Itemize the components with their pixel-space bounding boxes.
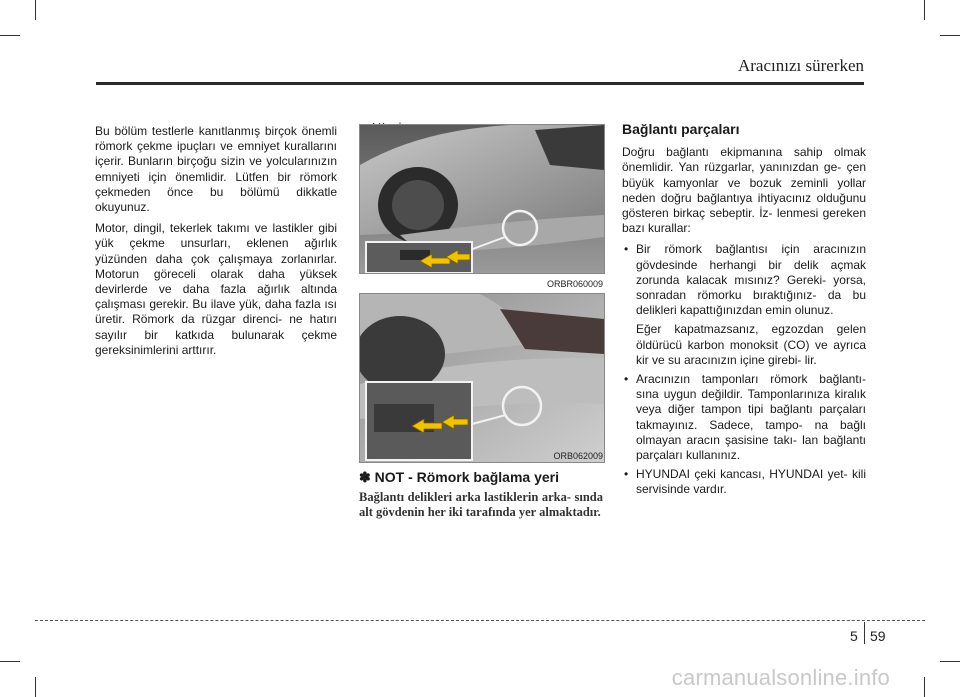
crop-mark — [35, 677, 36, 697]
crop-mark — [924, 677, 925, 697]
page-number-divider — [864, 622, 865, 644]
page-header-title: Aracınızı sürerken — [737, 56, 864, 75]
list-item-text: Eğer kapatmazsanız, egzozdan gelen öldürücü karbon monoksit (CO) ve ayrıca kir ve su aracınızın içine girebi- lir. — [636, 322, 866, 367]
rules-list — [622, 242, 866, 497]
load-paragraph: Motor, dingil, tekerlek takımı ve lastikler gibi yük çekme unsurları, eklenen ağırlık yüzünden daha çok çalışmaya zorlanırlar. Motorun göreceli olarak daha yüksek devirlerde ve daha fazla ağırlık altında çalışması gerekir. Bu ilave yük, daha fazla ısı üretir. Römork da rüzgar direnci- ne hatırı sayılır bir katkıda bulunarak çekme gereksinimlerini arttırır. — [95, 221, 337, 357]
section-heading: Bağlantı parçaları — [622, 121, 740, 137]
figure-code: ORBR060009 — [546, 279, 603, 289]
footer-rule — [35, 620, 925, 621]
note-title — [359, 469, 603, 486]
figure-code: ORB062009 — [553, 451, 603, 461]
list-item — [622, 467, 866, 497]
page-number: 59 — [870, 628, 886, 644]
section-intro: Doğru bağlantı ekipmanına sahip olmak önemlidir. Yan rüzgarlar, yanınızdan ge- çen büyük kamyonlar ve bozuk zeminli yollar neden doğru bağlantıya ihtiyacınız olduğunu gösteren birkaç sebeptir. İz- lenmesi gereken bazı kurallar: — [622, 145, 866, 236]
asterisk-icon: ✽ — [359, 469, 371, 485]
note-body: Bağlantı delikleri arka lastiklerin arka- sında alt gövdenin her iki tarafında yer almaktadır. — [359, 490, 603, 519]
crop-mark — [35, 0, 36, 20]
note-box — [359, 469, 603, 520]
right-column — [622, 122, 866, 502]
note-title-text: NOT - Römork bağlama yeri — [374, 469, 560, 485]
hatchback-rear-illustration — [360, 294, 604, 462]
left-column — [95, 124, 337, 364]
sedan-rear-illustration — [360, 125, 604, 273]
list-item — [622, 242, 866, 368]
crop-mark — [0, 35, 20, 36]
figure-4-door — [359, 122, 603, 290]
car-rear-photo — [359, 124, 605, 274]
crop-mark — [940, 661, 960, 662]
list-item-text: • Bir römork bağlantısı için aracınızın gövdesinde herhangi bir delik açmak zorunda kalacak mısınız? Gereki- yorsa, sonradan römorku bıraktığınız- da bu delikleri kapattığınızdan emin olunuz. — [636, 242, 866, 318]
watermark: carmanualsonline.info — [671, 665, 890, 690]
crop-mark — [924, 0, 925, 20]
header-rule — [96, 82, 864, 85]
intro-paragraph: Bu bölüm testlerle kanıtlanmış birçok önemli römork çekme ipuçları ve emniyet kurallarını içerir. Bunların birçoğu sizin ve yolcularınızın emniyeti için önemlidir. Lütfen bir römork çekmeden önce bu bölümü dikkatle okuyunuz. — [95, 124, 337, 215]
crop-mark — [940, 35, 960, 36]
list-item-text: • Aracınızın tamponları römork bağlantı- sına uygun değildir. Tamponlarınıza kiralık veya diğer tampon tipi bağlantı parçaları takmayınız. Sadece, tampo- na bağlı olmayan aracın şasisine takı- lan bağlantı parçaları kullanınız. — [636, 372, 866, 463]
figure-5-door — [359, 293, 603, 463]
car-rear-photo — [359, 293, 605, 463]
list-item-text: • HYUNDAI çeki kancası, HYUNDAI yet- kili servisinde vardır. — [636, 467, 866, 497]
chapter-number: 5 — [850, 628, 858, 644]
crop-mark — [0, 661, 20, 662]
list-item — [622, 372, 866, 463]
